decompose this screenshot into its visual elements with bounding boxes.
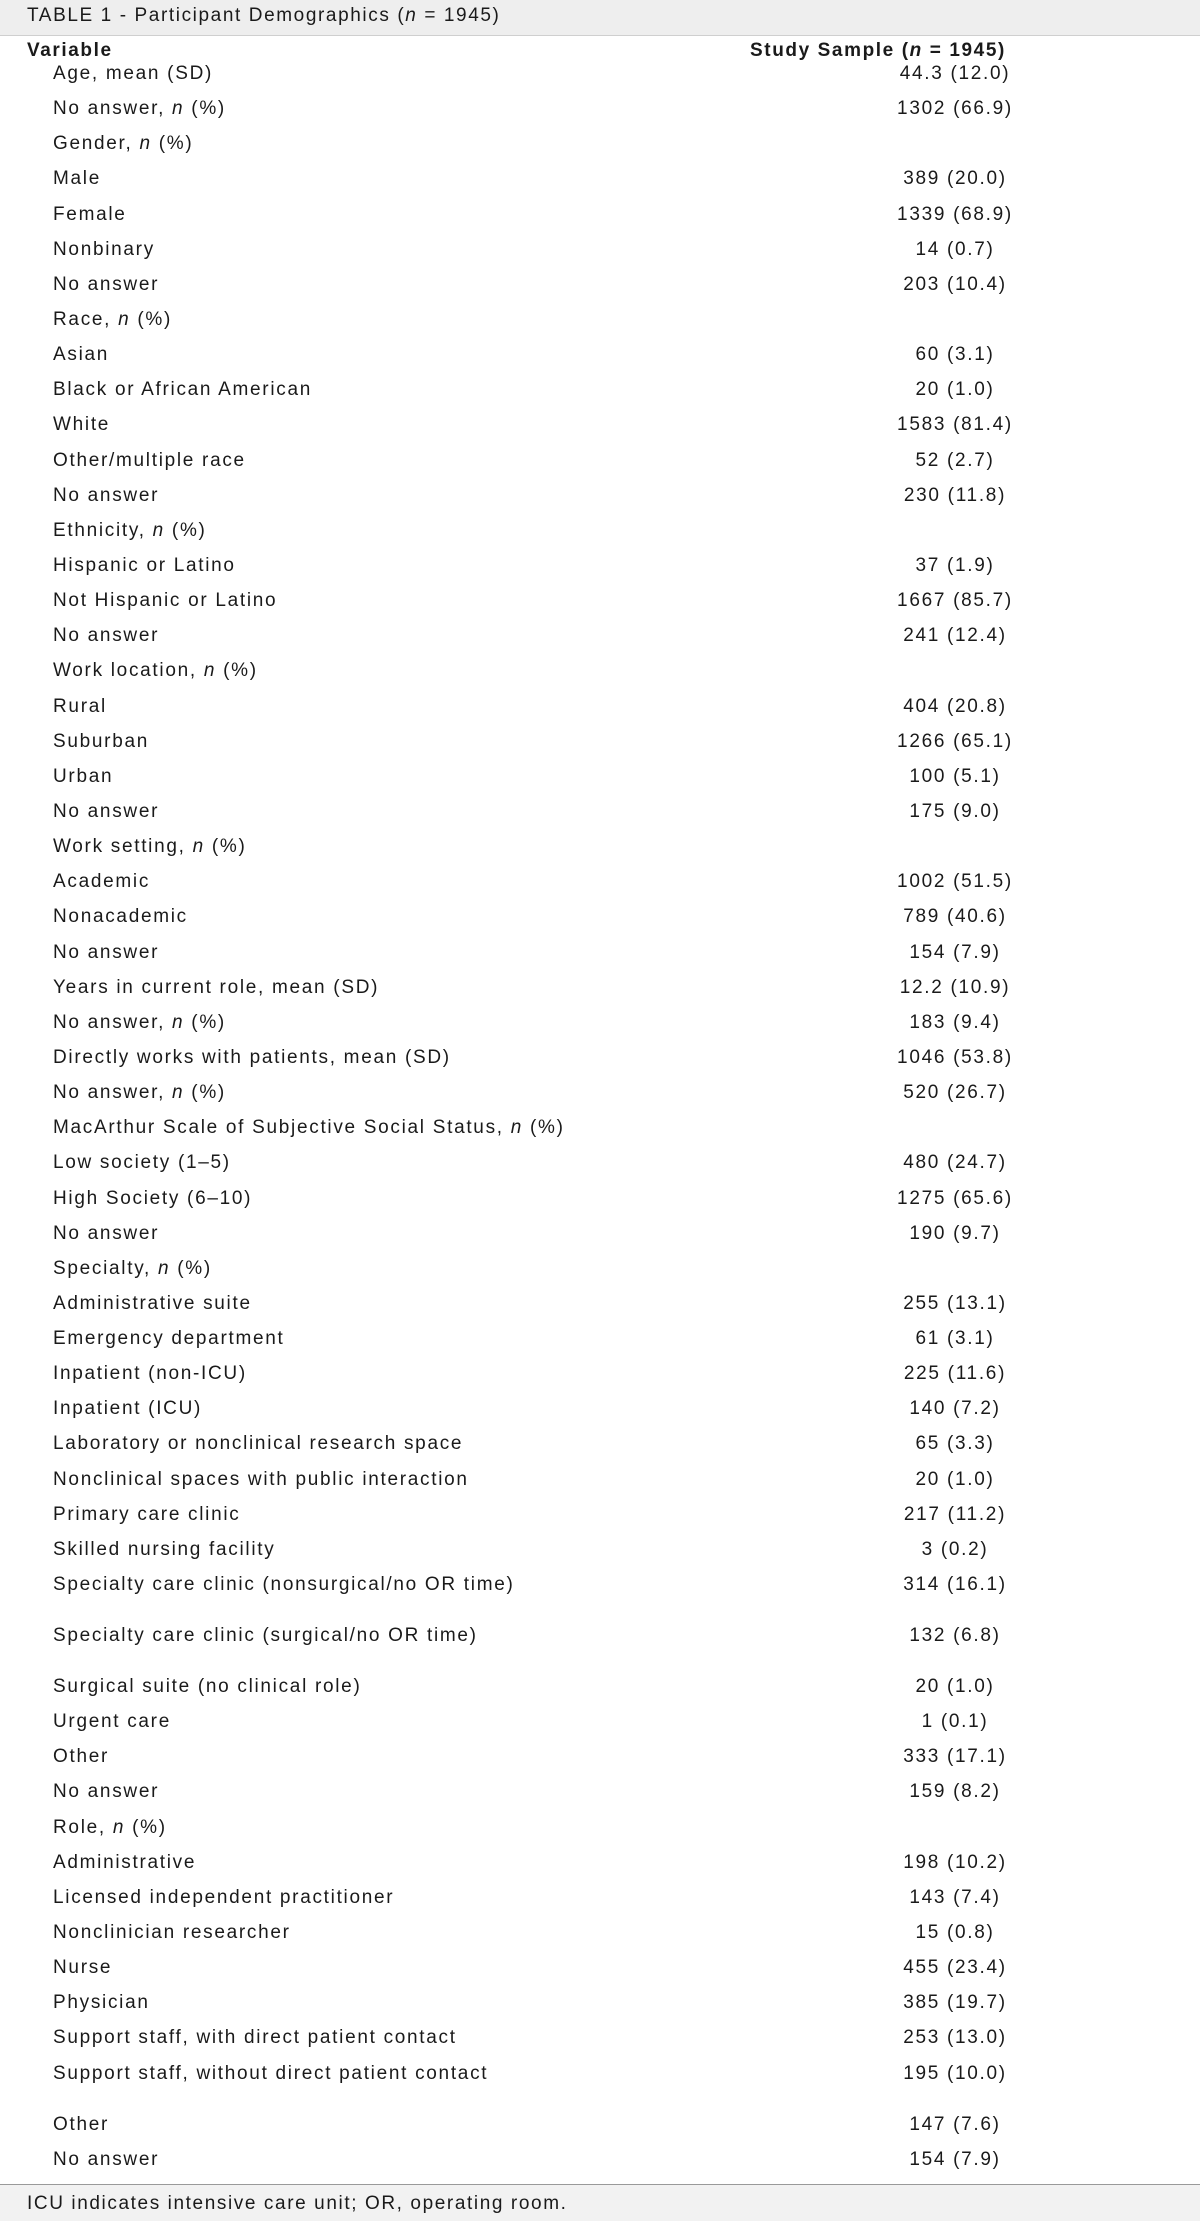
table-row <box>0 1780 1200 1815</box>
row-label: Not Hispanic or Latino <box>53 590 278 612</box>
row-value: 154 (7.9) <box>909 2148 1001 2170</box>
row-value: 1275 (65.6) <box>897 1187 1013 1209</box>
row-label: Female <box>53 203 127 225</box>
row-value: 1 (0.1) <box>921 1711 989 1733</box>
table-body <box>0 62 1200 2183</box>
row-value: 333 (17.1) <box>903 1746 1007 1768</box>
row-value: 404 (20.8) <box>903 695 1007 717</box>
table-row <box>0 1956 1200 1991</box>
row-label: Ethnicity, n (%) <box>53 519 207 541</box>
row-value: 52 (2.7) <box>915 449 995 471</box>
row-value: 1002 (51.5) <box>897 871 1013 893</box>
table-row <box>0 1886 1200 1921</box>
row-label: No answer <box>53 484 160 506</box>
table-row <box>0 343 1200 378</box>
row-value: 789 (40.6) <box>903 906 1007 928</box>
table-row <box>0 1432 1200 1467</box>
row-value: 20 (1.0) <box>915 379 995 401</box>
table-row <box>0 2113 1200 2148</box>
row-label: Nonacademic <box>53 906 188 928</box>
row-value: 455 (23.4) <box>903 1957 1007 1979</box>
row-label: White <box>53 414 111 436</box>
row-label: No answer <box>53 1781 160 1803</box>
table-row <box>0 1222 1200 1257</box>
row-value: 1046 (53.8) <box>897 1046 1013 1068</box>
header-variable: Variable <box>27 40 113 61</box>
table-row <box>0 132 1200 167</box>
row-value: 37 (1.9) <box>915 554 995 576</box>
row-label: Asian <box>53 344 110 366</box>
table-row <box>0 1187 1200 1222</box>
table-row <box>0 62 1200 97</box>
row-label: Urgent care <box>53 1711 171 1733</box>
table-row <box>0 870 1200 905</box>
row-label: Years in current role, mean (SD) <box>53 976 380 998</box>
table-row <box>0 203 1200 238</box>
row-label: Other/multiple race <box>53 449 246 471</box>
row-value: 143 (7.4) <box>909 1886 1001 1908</box>
table-row <box>0 1851 1200 1886</box>
row-value: 44.3 (12.0) <box>899 63 1011 84</box>
table-row <box>0 976 1200 1011</box>
table-row <box>0 1538 1200 1573</box>
row-label: Laboratory or nonclinical research space <box>53 1433 464 1455</box>
row-value: 140 (7.2) <box>909 1398 1001 1420</box>
row-label: MacArthur Scale of Subjective Social Status, n (%) <box>53 1117 565 1139</box>
row-label: Low society (1–5) <box>53 1152 231 1174</box>
row-label: Role, n (%) <box>53 1816 167 1838</box>
row-label: Work setting, n (%) <box>53 836 247 858</box>
row-value: 198 (10.2) <box>903 1851 1007 1873</box>
row-value: 480 (24.7) <box>903 1152 1007 1174</box>
row-value: 389 (20.0) <box>903 168 1007 190</box>
table-row <box>0 695 1200 730</box>
row-label: No answer, n (%) <box>53 98 226 120</box>
row-label: Work location, n (%) <box>53 660 258 682</box>
table-row <box>0 1292 1200 1327</box>
row-value: 195 (10.0) <box>903 2062 1007 2084</box>
row-value: 1266 (65.1) <box>897 730 1013 752</box>
table-caption-bar <box>0 0 1200 36</box>
row-value: 1302 (66.9) <box>897 98 1013 120</box>
table-footer <box>0 2184 1200 2221</box>
row-value: 147 (7.6) <box>909 2113 1001 2135</box>
table-row <box>0 1257 1200 1292</box>
row-value: 230 (11.8) <box>903 484 1007 506</box>
table-row <box>0 1503 1200 1538</box>
row-value: 100 (5.1) <box>909 765 1001 787</box>
row-label: Licensed independent practitioner <box>53 1886 395 1908</box>
row-label: Academic <box>53 871 151 893</box>
row-label: Hispanic or Latino <box>53 554 236 576</box>
table-footnote: ICU indicates intensive care unit; OR, operating room. <box>27 2193 568 2214</box>
row-label: Support staff, without direct patient contact <box>53 2062 489 2084</box>
row-value: 183 (9.4) <box>909 1011 1001 1033</box>
row-label: Urban <box>53 765 114 787</box>
row-value: 241 (12.4) <box>903 625 1007 647</box>
row-label: Specialty care clinic (surgical/no OR time) <box>53 1625 478 1647</box>
row-label: Inpatient (non-ICU) <box>53 1363 247 1385</box>
table-row <box>0 484 1200 519</box>
row-label: Rural <box>53 695 107 717</box>
table-row <box>0 1675 1200 1710</box>
table-row <box>0 905 1200 940</box>
row-label: Nonclinician researcher <box>53 1922 291 1944</box>
table-row <box>0 1362 1200 1397</box>
row-label: High Society (6–10) <box>53 1187 253 1209</box>
row-label: Support staff, with direct patient contact <box>53 2027 457 2049</box>
row-label: No answer <box>53 273 160 295</box>
row-label: Nonclinical spaces with public interaction <box>53 1468 469 1490</box>
table-row <box>0 941 1200 976</box>
row-value: 1583 (81.4) <box>897 414 1013 436</box>
table-row <box>0 1046 1200 1081</box>
table-row <box>0 1468 1200 1503</box>
row-value: 60 (3.1) <box>915 344 995 366</box>
row-value: 1667 (85.7) <box>897 590 1013 612</box>
row-value: 20 (1.0) <box>915 1676 995 1698</box>
table-row <box>0 1991 1200 2026</box>
row-label: Suburban <box>53 730 150 752</box>
table-row <box>0 273 1200 308</box>
row-label: Black or African American <box>53 379 312 401</box>
row-value: 65 (3.3) <box>915 1433 995 1455</box>
row-value: 225 (11.6) <box>903 1363 1007 1385</box>
table-row <box>0 1116 1200 1151</box>
row-label: Age, mean (SD) <box>53 63 214 84</box>
row-value: 159 (8.2) <box>909 1781 1001 1803</box>
row-value: 385 (19.7) <box>903 1992 1007 2014</box>
table-row <box>0 1081 1200 1116</box>
table-row <box>0 2062 1200 2113</box>
header-study-sample: Study Sample (n = 1945) <box>750 40 1006 61</box>
row-value: 132 (6.8) <box>909 1625 1001 1647</box>
row-value: 15 (0.8) <box>915 1922 995 1944</box>
table-row <box>0 2026 1200 2061</box>
row-label: Emergency department <box>53 1328 285 1350</box>
table-row <box>0 413 1200 448</box>
row-value: 203 (10.4) <box>903 273 1007 295</box>
row-value: 3 (0.2) <box>921 1538 989 1560</box>
table-row <box>0 449 1200 484</box>
table-row <box>0 1151 1200 1186</box>
table-row <box>0 554 1200 589</box>
row-label: Surgical suite (no clinical role) <box>53 1676 362 1698</box>
table-row <box>0 765 1200 800</box>
table-row <box>0 1327 1200 1362</box>
row-value: 253 (13.0) <box>903 2027 1007 2049</box>
row-value: 1339 (68.9) <box>897 203 1013 225</box>
table-row <box>0 97 1200 132</box>
table-row <box>0 238 1200 273</box>
row-label: Physician <box>53 1992 150 2014</box>
table-row <box>0 519 1200 554</box>
row-value: 520 (26.7) <box>903 1082 1007 1104</box>
row-label: Gender, n (%) <box>53 133 194 155</box>
row-value: 12.2 (10.9) <box>899 976 1011 998</box>
table-row <box>0 1745 1200 1780</box>
row-label: Primary care clinic <box>53 1503 241 1525</box>
row-label: Inpatient (ICU) <box>53 1398 203 1420</box>
table-row <box>0 167 1200 202</box>
table-caption: TABLE 1 - Participant Demographics (n = 1945) <box>27 5 501 26</box>
table-row <box>0 730 1200 765</box>
row-value: 61 (3.1) <box>915 1328 995 1350</box>
row-label: Administrative <box>53 1851 197 1873</box>
row-label: No answer, n (%) <box>53 1011 226 1033</box>
table-row <box>0 1710 1200 1745</box>
row-label: Other <box>53 2113 110 2135</box>
row-value: 20 (1.0) <box>915 1468 995 1490</box>
table-row <box>0 1397 1200 1432</box>
row-label: Skilled nursing facility <box>53 1538 276 1560</box>
table-row <box>0 1624 1200 1675</box>
table-row <box>0 800 1200 835</box>
row-label: Male <box>53 168 101 190</box>
row-label: Race, n (%) <box>53 308 173 330</box>
row-label: Specialty care clinic (nonsurgical/no OR time) <box>53 1574 515 1596</box>
row-value: 255 (13.1) <box>903 1292 1007 1314</box>
row-label: Administrative suite <box>53 1292 252 1314</box>
table-row <box>0 308 1200 343</box>
row-label: Other <box>53 1746 110 1768</box>
table-row <box>0 1921 1200 1956</box>
row-value: 190 (9.7) <box>909 1222 1001 1244</box>
row-label: No answer, n (%) <box>53 1082 226 1104</box>
row-value: 314 (16.1) <box>903 1574 1007 1596</box>
table-row <box>0 1573 1200 1624</box>
row-value: 154 (7.9) <box>909 941 1001 963</box>
row-label: No answer <box>53 941 160 963</box>
row-label: Nurse <box>53 1957 113 1979</box>
table-row <box>0 1011 1200 1046</box>
row-label: Nonbinary <box>53 238 155 260</box>
table-row <box>0 589 1200 624</box>
row-label: No answer <box>53 625 160 647</box>
table-row <box>0 378 1200 413</box>
table-row <box>0 1816 1200 1851</box>
row-label: Directly works with patients, mean (SD) <box>53 1046 451 1068</box>
row-value: 14 (0.7) <box>915 238 995 260</box>
table-row <box>0 835 1200 870</box>
row-label: No answer <box>53 800 160 822</box>
table-row <box>0 624 1200 659</box>
row-value: 217 (11.2) <box>903 1503 1007 1525</box>
table-row <box>0 659 1200 694</box>
row-value: 175 (9.0) <box>909 800 1001 822</box>
row-label: Specialty, n (%) <box>53 1257 212 1279</box>
table-row <box>0 2148 1200 2183</box>
row-label: No answer <box>53 2148 160 2170</box>
row-label: No answer <box>53 1222 160 1244</box>
